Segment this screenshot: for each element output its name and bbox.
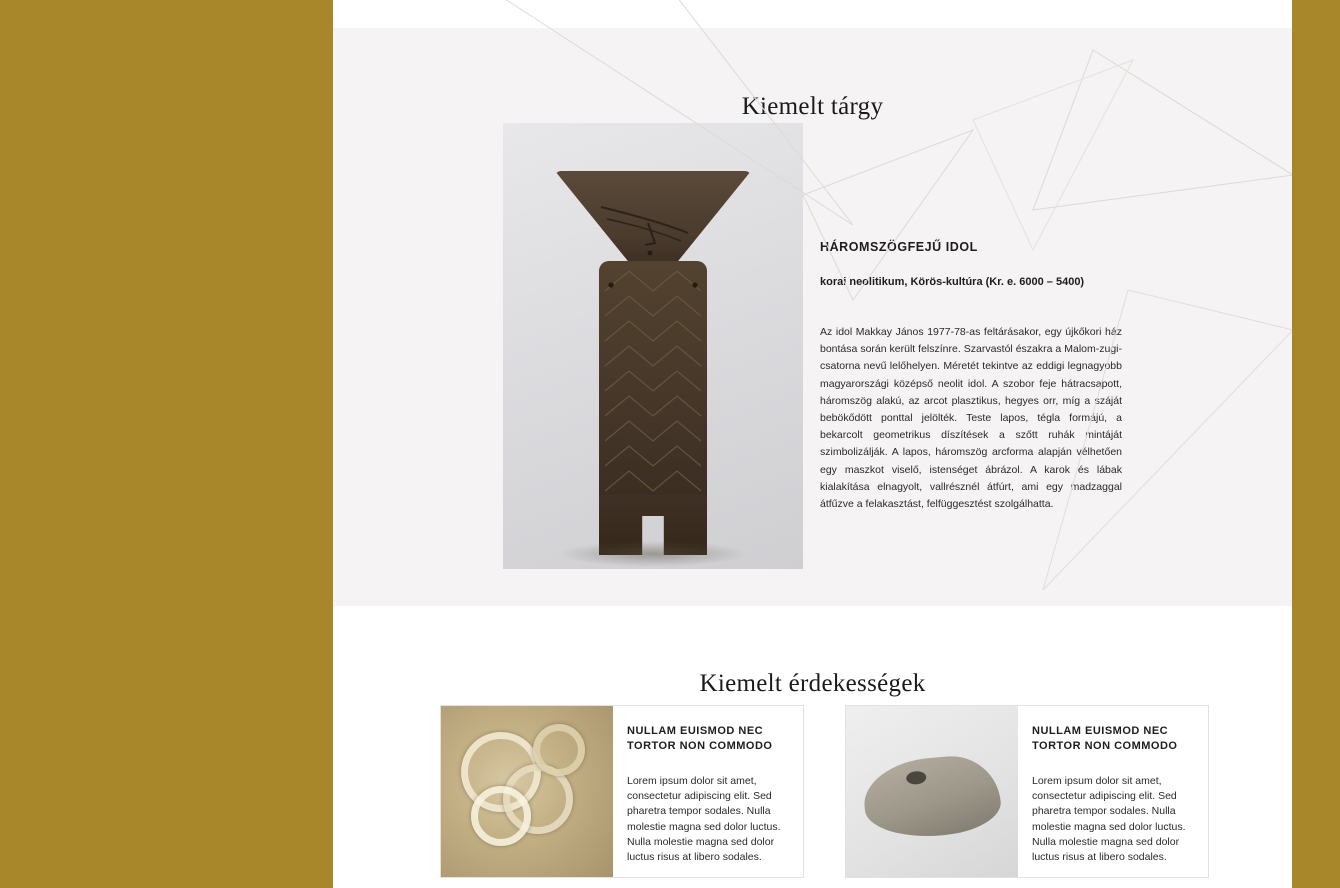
stone-axe-hole xyxy=(906,770,927,785)
featured-section-title: Kiemelt tárgy xyxy=(741,92,884,120)
idol-body-pattern xyxy=(599,261,707,511)
beads-image xyxy=(441,706,613,877)
interests-section-title: Kiemelt érdekességek xyxy=(699,669,926,697)
bead-ring-shape xyxy=(533,724,585,776)
bead-ring-shape xyxy=(471,786,531,846)
stone-axe-image xyxy=(846,706,1018,877)
card-text: Lorem ipsum dolor sit amet, consectetur adipiscing elit. Sed pharetra tempor sodales. Nulla molestie magna sed dolor luctus. Nulla molestie magna sed dolor luctus risus at libero sodales. xyxy=(627,775,781,864)
idol-face-detail xyxy=(593,193,713,263)
card-title: NULLAM EUISMOD NEC TORTOR NON COMMODO xyxy=(627,725,773,752)
card-body xyxy=(1018,706,1208,877)
idol-body-shape xyxy=(599,261,707,511)
object-description: Az idol Makkay János 1977-78-as feltárásakor, egy újkőkori ház bontása során került felszínre. Szarvastól északra a Malom-zugi-csatorna nevű lelőhelyen. Méretét tekintve az eddigi legnagyobb magyarországi középső neolit idol. A szobor feje hátracsapott, háromszög alakú, az arcot plasztikus, hegyes orr, míg a száját bebökődött ponttal jelölték. Teste lapos, tégla formájú, a bekarcolt geometrikus díszítések a szőtt ruhák mintáját szimbolizálják. A lapos, háromszög arcforma alapján vélhetően egy maszkot viselő, istenséget ábrázol. A karok és lábak kialakítása elnagyolt, vallrésznél átfúrt, ami egy madzaggal átfűzve a felakasztást, felfüggesztést szolgálhatta. xyxy=(820,326,1122,511)
list-item[interactable] xyxy=(440,705,804,878)
list-item[interactable] xyxy=(845,705,1209,878)
object-period: korai neolitikum, Körös-kultúra (Kr. e. 6000 – 5400) xyxy=(820,276,1085,288)
object-name: HÁROMSZÖGFEJŰ IDOL xyxy=(820,240,978,254)
card-title: NULLAM EUISMOD NEC TORTOR NON COMMODO xyxy=(1032,725,1178,752)
card-text: Lorem ipsum dolor sit amet, consectetur adipiscing elit. Sed pharetra tempor sodales. Nulla molestie magna sed dolor luctus. Nulla molestie magna sed dolor luctus risus at libero sodales. xyxy=(1032,775,1186,864)
featured-object-image xyxy=(503,123,803,569)
page-sheet xyxy=(333,0,1292,888)
featured-object-section xyxy=(333,28,1292,606)
interest-card-list xyxy=(440,705,1209,878)
idol-shadow xyxy=(558,541,748,567)
interests-section xyxy=(333,606,1292,888)
card-body xyxy=(613,706,803,877)
stone-axe-shape xyxy=(861,752,1003,842)
featured-object-info xyxy=(820,240,1140,513)
